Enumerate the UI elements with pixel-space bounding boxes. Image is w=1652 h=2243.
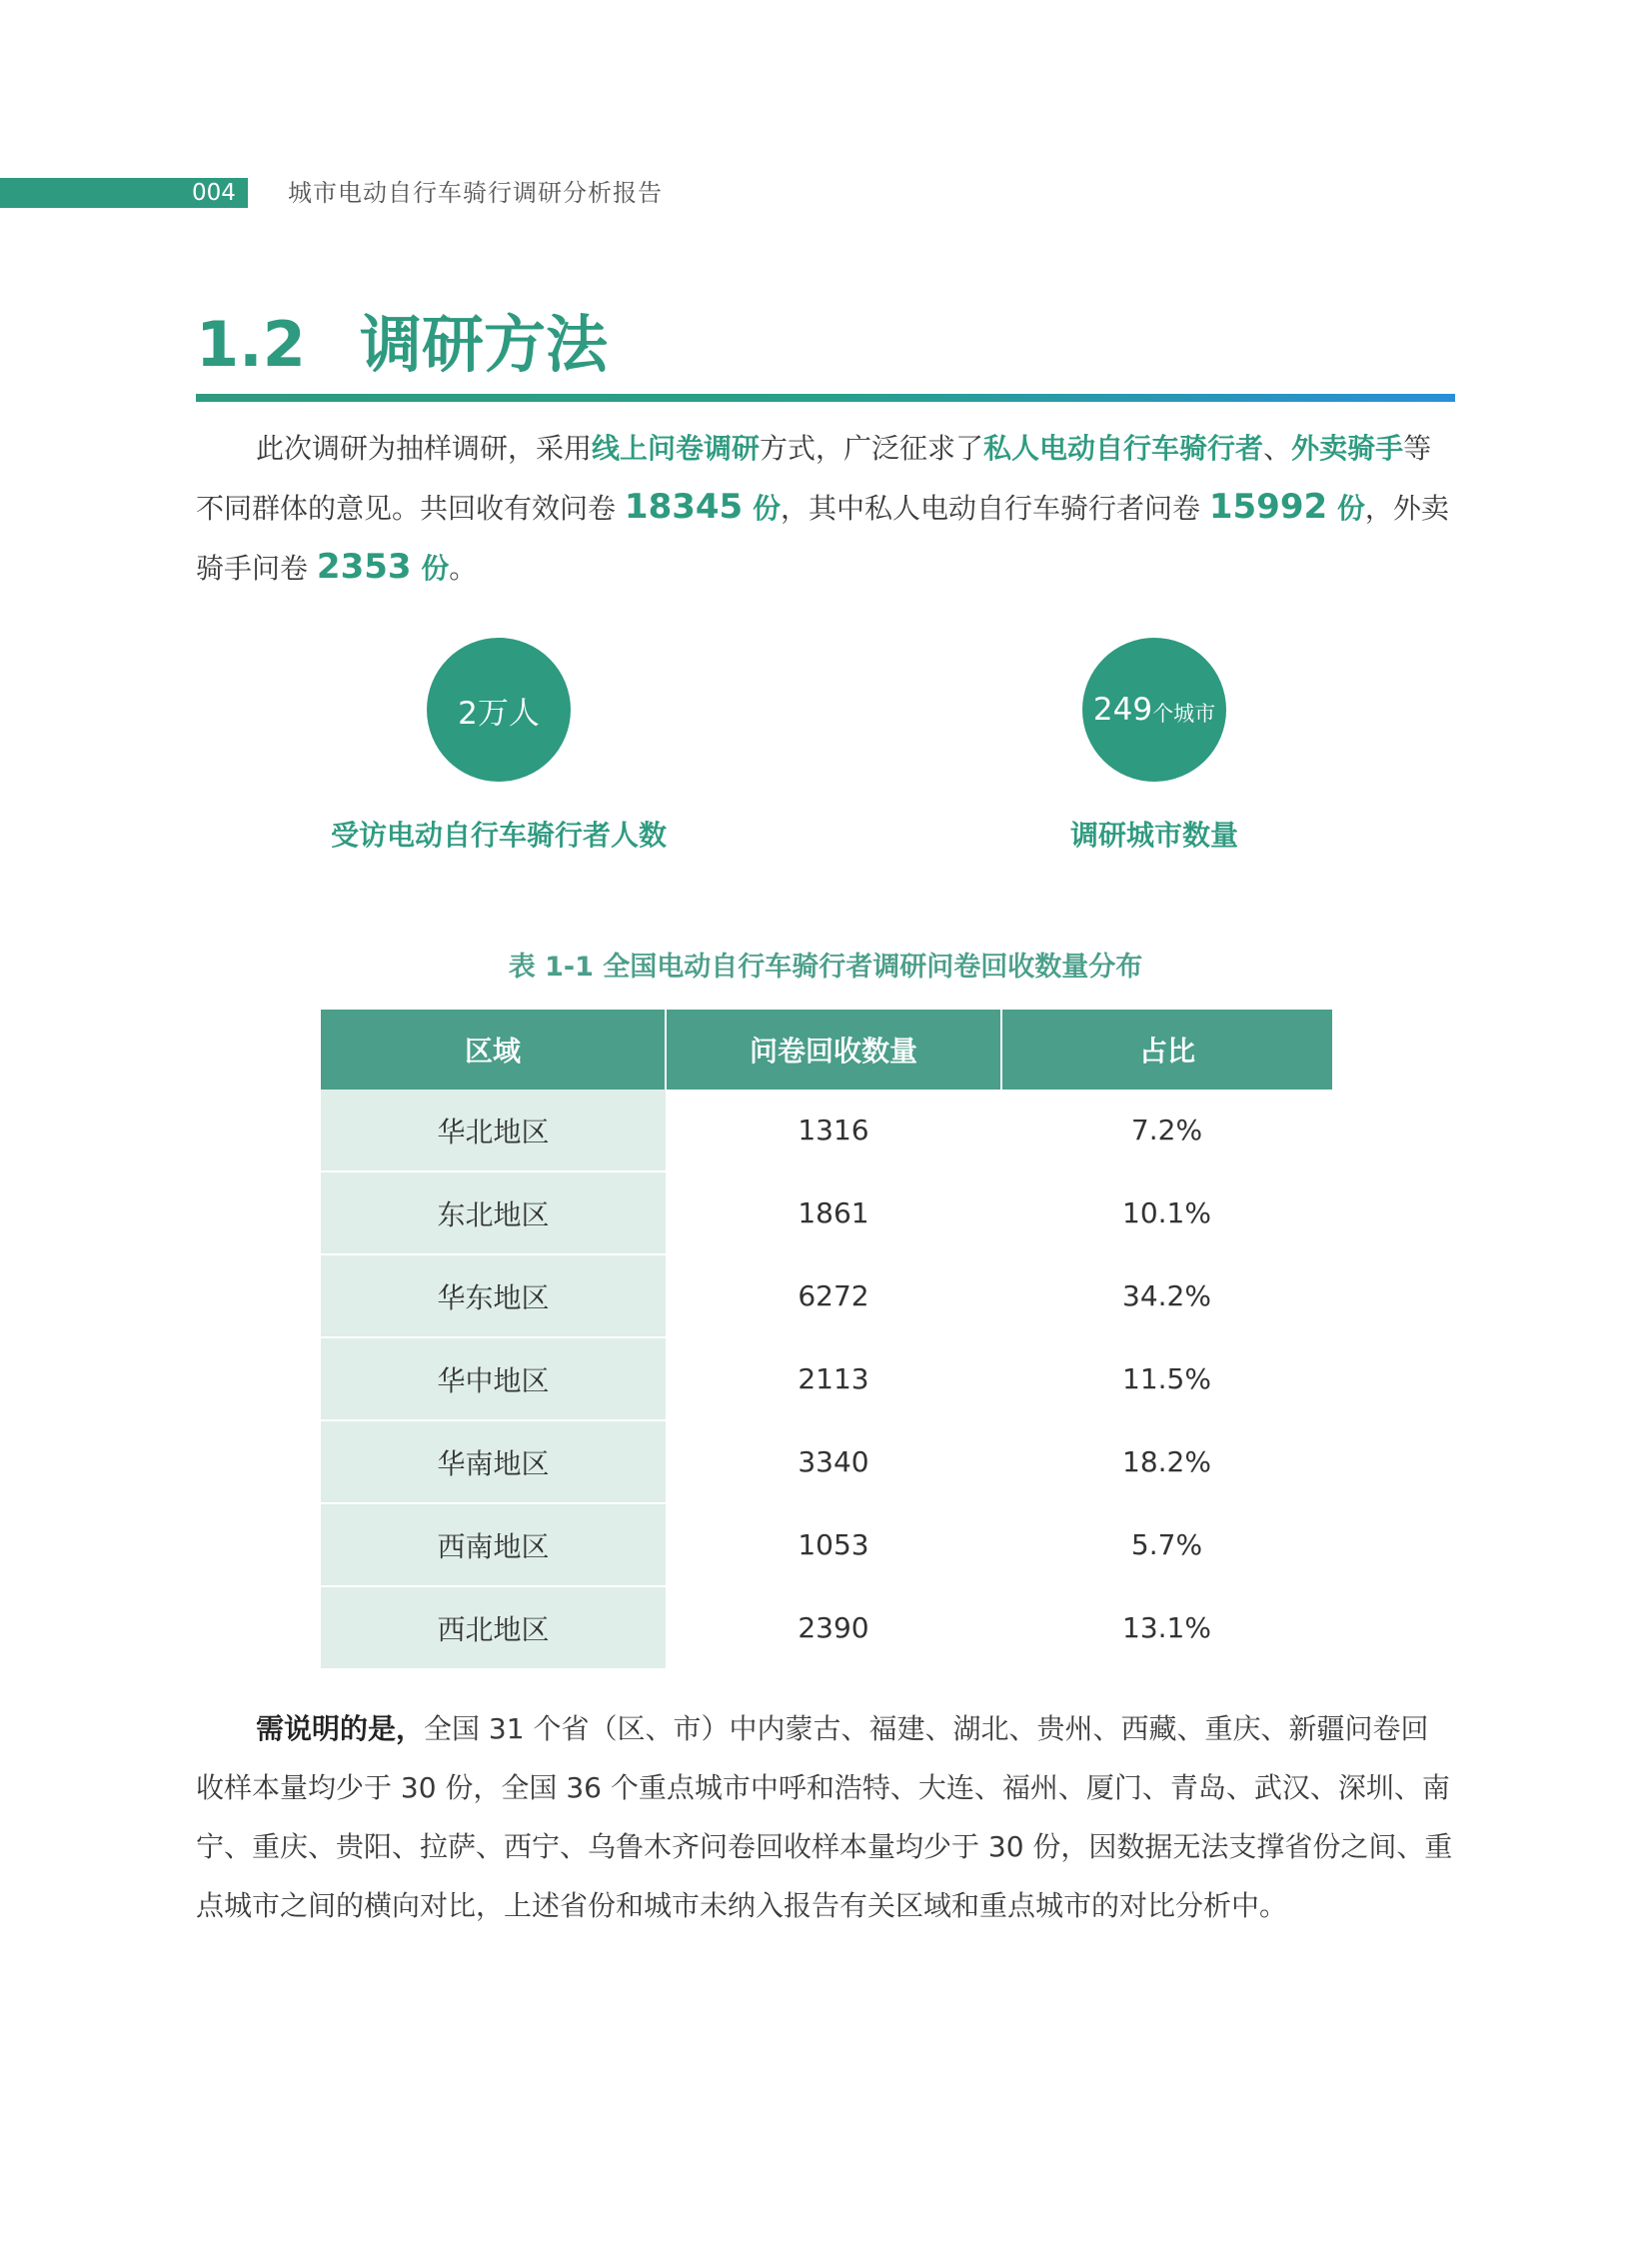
note-lead: 需说明的是， [256, 1712, 425, 1745]
intro-paragraph [196, 419, 1455, 598]
table-header-row [321, 1010, 1332, 1090]
table-row [321, 1337, 1332, 1420]
unit-label: 份 [411, 552, 450, 585]
intro-text: ，其中私人电动自行车骑行者问卷 [780, 492, 1209, 525]
region-cell: 东北地区 [321, 1171, 666, 1254]
table-row [321, 1171, 1332, 1254]
stat-value: 249 [1092, 692, 1153, 728]
section-number: 1.2 [196, 308, 306, 381]
intro-text: 方式，广泛征求了 [760, 432, 984, 465]
stat-value: 2万人 [458, 695, 540, 732]
note-text: 全国 31 个省（区、市）中内蒙古、福建、湖北、贵州、西藏、重庆、新疆问卷回收样本量均少于 30 份，全国 36 个重点城市中呼和浩特、大连、福州、厦门、青岛、武汉、深圳、南宁、重庆、贵阳、拉萨、西宁、乌鲁木齐问卷回收样本量均少于 30 份，因数据无法支撑省份之间、重点城市之间的横向对比，上述省份和城市未纳入报告有关区域和重点城市的对比分析中。 [196, 1712, 1453, 1922]
table-row [321, 1503, 1332, 1586]
count-cell: 1053 [666, 1503, 1001, 1586]
region-cell: 华中地区 [321, 1337, 666, 1420]
column-header-share: 占比 [1001, 1010, 1332, 1090]
region-cell: 华北地区 [321, 1090, 666, 1171]
section-divider [196, 394, 1455, 402]
share-cell: 11.5% [1001, 1337, 1332, 1420]
stat-circle [427, 638, 571, 782]
count-cell: 1861 [666, 1171, 1001, 1254]
intro-text: ，外卖骑手问卷 [196, 492, 1449, 585]
region-cell: 西北地区 [321, 1586, 666, 1669]
table-caption: 表 1-1 全国电动自行车骑行者调研问卷回收数量分布 [508, 952, 1143, 983]
intro-text: 。 [449, 552, 478, 585]
stat-unit: 个城市 [1152, 702, 1216, 726]
count-cell: 6272 [666, 1254, 1001, 1337]
region-cell: 华东地区 [321, 1254, 666, 1337]
section-title: 调研方法 [360, 308, 609, 381]
stat-cities [904, 638, 1404, 854]
intro-text: 此次调研为抽样调研，采用 [256, 432, 593, 465]
unit-label: 份 [1327, 492, 1365, 525]
intro-highlight-method: 线上问卷调研 [592, 432, 761, 465]
stat-circle [1082, 638, 1226, 782]
questionnaire-distribution-table [321, 1010, 1332, 1670]
table-row [321, 1586, 1332, 1669]
intro-text: 等不同群体的意见。共回收有效问卷 [196, 432, 1432, 525]
table-row [321, 1090, 1332, 1171]
share-cell: 13.1% [1001, 1586, 1332, 1669]
delivery-rider-questionnaires: 2353 [316, 547, 412, 587]
intro-highlight-delivery-riders: 外卖骑手 [1291, 432, 1404, 465]
share-cell: 7.2% [1001, 1090, 1332, 1171]
stat-label: 受访电动自行车骑行者人数 [330, 819, 667, 852]
count-cell: 2113 [666, 1337, 1001, 1420]
intro-text: 、 [1263, 432, 1292, 465]
note-paragraph [196, 1699, 1455, 1935]
table-row [321, 1254, 1332, 1337]
table-row [321, 1420, 1332, 1503]
total-questionnaires: 18345 [624, 487, 744, 527]
share-cell: 10.1% [1001, 1171, 1332, 1254]
private-rider-questionnaires: 15992 [1208, 487, 1328, 527]
region-cell: 西南地区 [321, 1503, 666, 1586]
region-cell: 华南地区 [321, 1420, 666, 1503]
share-cell: 5.7% [1001, 1503, 1332, 1586]
page-number: 004 [192, 180, 236, 206]
stat-respondents [249, 638, 749, 854]
column-header-count: 问卷回收数量 [666, 1010, 1001, 1090]
intro-highlight-private-riders: 私人电动自行车骑行者 [983, 432, 1264, 465]
share-cell: 18.2% [1001, 1420, 1332, 1503]
unit-label: 份 [743, 492, 781, 525]
count-cell: 1316 [666, 1090, 1001, 1171]
share-cell: 34.2% [1001, 1254, 1332, 1337]
column-header-region: 区域 [321, 1010, 666, 1090]
count-cell: 3340 [666, 1420, 1001, 1503]
stat-label: 调研城市数量 [1069, 819, 1238, 852]
section-heading [196, 305, 608, 385]
count-cell: 2390 [666, 1586, 1001, 1669]
report-title: 城市电动自行车骑行调研分析报告 [288, 179, 663, 207]
